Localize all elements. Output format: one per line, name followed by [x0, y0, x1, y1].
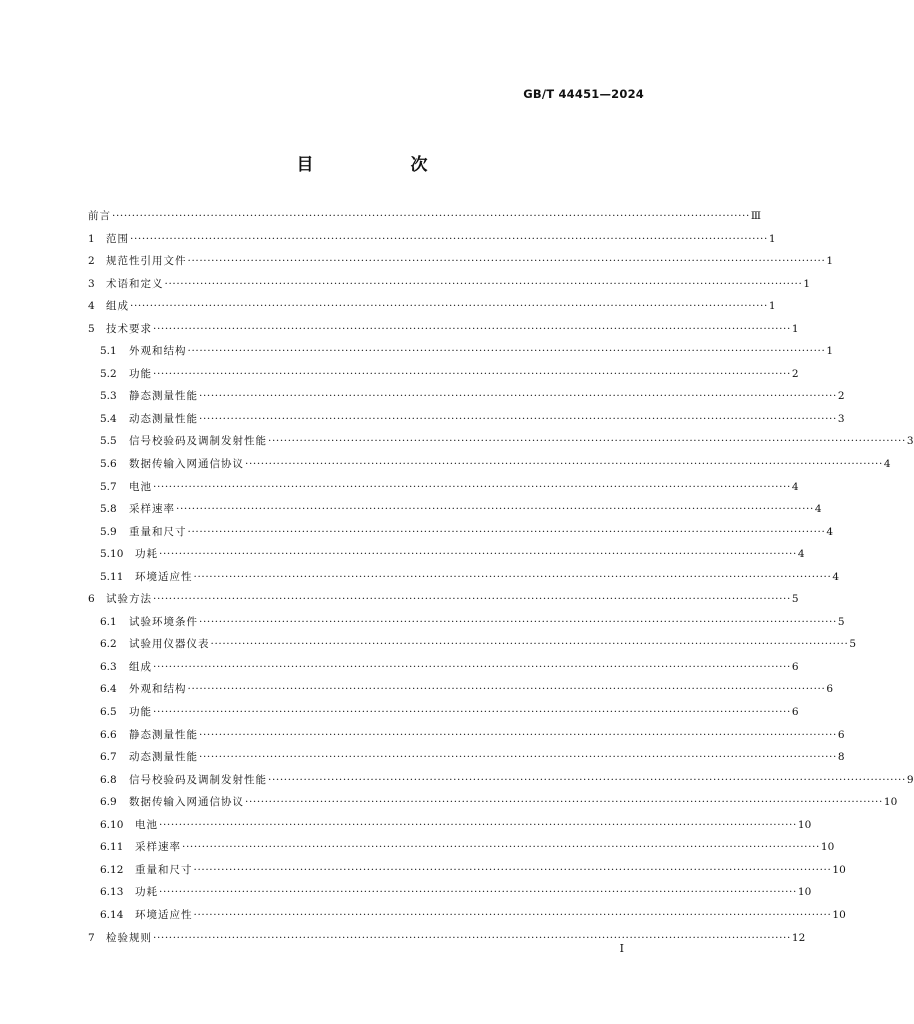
toc-entry-page: 6	[791, 660, 799, 673]
toc-entry-page: 10	[797, 818, 812, 831]
toc-entry[interactable]	[88, 769, 914, 792]
toc-entry[interactable]	[88, 566, 840, 589]
toc-entry-number: 6.13	[100, 886, 124, 899]
table-of-contents	[88, 205, 914, 949]
toc-leader-dots: ··································································································································································	[187, 255, 826, 268]
toc-entry[interactable]	[88, 656, 799, 679]
toc-entry-number: 5.10	[100, 548, 124, 561]
toc-entry-page: 10	[832, 863, 846, 876]
toc-entry-number: 6.2	[100, 638, 117, 651]
toc-entry-page: 6	[837, 728, 845, 741]
toc-entry-title: 检验规则	[106, 931, 152, 944]
toc-entry-title: 采样速率	[129, 503, 175, 516]
toc-entry[interactable]	[88, 904, 846, 927]
toc-entry[interactable]	[88, 385, 845, 408]
toc-entry-title: 规范性引用文件	[106, 255, 187, 268]
toc-leader-dots: ··································································································································································	[153, 322, 791, 335]
toc-entry-page: 10	[883, 796, 898, 809]
toc-leader-dots: ··································································································································································	[130, 300, 768, 313]
toc-entry-page: 4	[791, 480, 799, 493]
toc-entry-page: 10	[820, 841, 835, 854]
toc-entry-title: 静态测量性能	[129, 390, 198, 403]
toc-entry-title: 外观和结构	[129, 683, 187, 696]
toc-entry[interactable]	[88, 859, 846, 882]
toc-leader-dots: ··································································································································································	[153, 480, 791, 493]
toc-leader-dots: ··································································································································································	[153, 931, 791, 944]
toc-entry-number: 6.7	[100, 751, 117, 764]
toc-entry-title: 重量和尺寸	[129, 525, 187, 538]
page-number: I	[619, 942, 624, 955]
toc-entry[interactable]	[88, 228, 776, 251]
toc-entry-title: 动态测量性能	[129, 412, 198, 425]
toc-leader-dots: ··································································································································································	[130, 232, 768, 245]
toc-leader-dots: ··································································································································································	[199, 412, 837, 425]
toc-entry-number: 5.3	[100, 390, 117, 403]
toc-leader-dots: ··································································································································································	[153, 593, 791, 606]
toc-entry-page: 2	[837, 390, 845, 403]
toc-leader-dots: ··································································································································································	[199, 615, 837, 628]
toc-leader-dots: ··································································································································································	[193, 863, 832, 876]
toc-entry-title: 信号校验码及调制发射性能	[129, 435, 267, 448]
toc-entry-page: 9	[906, 773, 914, 786]
toc-entry-number: 6.8	[100, 773, 117, 786]
toc-entry[interactable]	[88, 498, 822, 521]
toc-entry[interactable]	[88, 881, 812, 904]
toc-entry[interactable]	[88, 543, 805, 566]
toc-entry-number: 5.9	[100, 525, 117, 538]
toc-entry[interactable]	[88, 927, 806, 950]
toc-entry-title: 重量和尺寸	[135, 863, 193, 876]
toc-leader-dots: ··································································································································································	[153, 660, 791, 673]
toc-entry-title: 组成	[129, 660, 152, 673]
toc-entry-number: 7	[88, 931, 95, 944]
toc-entry[interactable]	[88, 588, 799, 611]
toc-entry-title: 功能	[129, 367, 152, 380]
toc-entry-title: 环境适应性	[135, 570, 193, 583]
toc-entry[interactable]	[88, 633, 857, 656]
toc-entry-page: 4	[826, 525, 834, 538]
toc-leader-dots: ··································································································································································	[187, 525, 826, 538]
toc-leader-dots: ··································································································································································	[199, 751, 837, 764]
toc-entry[interactable]	[88, 250, 834, 273]
toc-leader-dots: ··································································································································································	[245, 796, 883, 809]
toc-entry-page: 12	[791, 931, 806, 944]
standard-code: GB/T 44451—2024	[523, 87, 644, 101]
toc-entry-number: 4	[88, 300, 95, 313]
toc-entry-title: 前言	[88, 210, 111, 222]
toc-entry-number: 6	[88, 593, 95, 606]
toc-entry-page: 1	[791, 322, 799, 335]
toc-leader-dots: ··································································································································································	[193, 908, 832, 921]
toc-entry[interactable]	[88, 476, 799, 499]
toc-entry-page: 1	[768, 232, 776, 245]
toc-entry[interactable]	[88, 205, 762, 228]
toc-entry-number: 6.5	[100, 706, 117, 719]
toc-entry-title: 术语和定义	[106, 277, 164, 290]
toc-entry[interactable]	[88, 701, 799, 724]
toc-entry[interactable]	[88, 791, 898, 814]
toc-leader-dots: ··································································································································································	[199, 728, 837, 741]
toc-entry-number: 6.1	[100, 615, 117, 628]
toc-entry-title: 电池	[135, 818, 158, 831]
toc-entry-page: 4	[814, 503, 822, 516]
toc-entry[interactable]	[88, 611, 845, 634]
toc-entry-number: 5.4	[100, 412, 117, 425]
toc-entry-page: 4	[883, 458, 891, 471]
toc-entry-title: 数据传输入网通信协议	[129, 796, 244, 809]
toc-entry-page: 1	[826, 345, 834, 358]
toc-entry[interactable]	[88, 408, 845, 431]
toc-leader-dots: ··································································································································································	[193, 570, 832, 583]
toc-entry-page: 1	[768, 300, 776, 313]
toc-entry-number: 3	[88, 277, 95, 290]
toc-entry[interactable]	[88, 746, 845, 769]
toc-entry-number: 5.1	[100, 345, 117, 358]
toc-entry-number: 5.6	[100, 458, 117, 471]
toc-entry-number: 5.2	[100, 367, 117, 380]
toc-entry-title: 静态测量性能	[129, 728, 198, 741]
toc-entry-title: 环境适应性	[135, 908, 193, 921]
toc-entry-page: 6	[791, 706, 799, 719]
toc-entry-page: 2	[791, 367, 799, 380]
toc-entry-title: 组成	[106, 300, 129, 313]
toc-entry-number: 6.4	[100, 683, 117, 696]
toc-entry-page: 8	[837, 751, 845, 764]
toc-leader-dots: ··································································································································································	[159, 548, 797, 561]
toc-entry-number: 6.3	[100, 660, 117, 673]
toc-leader-dots: ··································································································································································	[187, 683, 826, 696]
toc-entry-page: 5	[837, 615, 845, 628]
toc-entry-title: 动态测量性能	[129, 751, 198, 764]
toc-leader-dots: ··································································································································································	[268, 773, 906, 786]
toc-entry[interactable]	[88, 430, 914, 453]
toc-entry-number: 5.7	[100, 480, 117, 493]
toc-leader-dots: ··································································································································································	[210, 638, 849, 651]
toc-entry[interactable]	[88, 814, 812, 837]
toc-entry-number: 5.5	[100, 435, 117, 448]
toc-entry-title: 试验方法	[106, 593, 152, 606]
toc-entry-title: 功耗	[135, 886, 158, 899]
toc-entry-title: 试验环境条件	[129, 615, 198, 628]
toc-entry-title: 数据传输入网通信协议	[129, 458, 244, 471]
toc-entry-title: 电池	[129, 480, 152, 493]
toc-entry-page: Ⅲ	[750, 210, 762, 222]
toc-entry-page: 5	[849, 638, 857, 651]
toc-leader-dots: ··································································································································································	[153, 706, 791, 719]
toc-entry-page: 3	[837, 412, 845, 425]
toc-leader-dots: ··································································································································································	[159, 818, 797, 831]
toc-entry-number: 2	[88, 255, 95, 268]
toc-entry-title: 采样速率	[135, 841, 181, 854]
toc-entry-number: 5.11	[100, 570, 124, 583]
toc-leader-dots: ··································································································································································	[164, 277, 803, 290]
toc-entry[interactable]	[88, 521, 834, 544]
toc-entry[interactable]	[88, 678, 834, 701]
toc-entry-page: 1	[826, 255, 834, 268]
toc-entry-title: 技术要求	[106, 322, 152, 335]
toc-leader-dots: ··································································································································································	[112, 210, 750, 222]
toc-entry-number: 6.14	[100, 908, 124, 921]
toc-entry-title: 外观和结构	[129, 345, 187, 358]
toc-entry-title: 试验用仪器仪表	[129, 638, 210, 651]
toc-entry[interactable]	[88, 273, 811, 296]
toc-entry-title: 功能	[129, 706, 152, 719]
toc-entry-number: 6.11	[100, 841, 124, 854]
toc-entry[interactable]	[88, 340, 834, 363]
toc-entry-number: 6.10	[100, 818, 124, 831]
toc-entry-page: 10	[797, 886, 812, 899]
toc-entry-page: 4	[797, 548, 805, 561]
toc-entry[interactable]	[88, 836, 835, 859]
toc-entry-page: 10	[832, 908, 846, 921]
toc-leader-dots: ··································································································································································	[245, 458, 883, 471]
toc-entry-page: 3	[906, 435, 914, 448]
toc-leader-dots: ··································································································································································	[268, 435, 906, 448]
toc-entry-title: 范围	[106, 232, 129, 245]
toc-leader-dots: ··································································································································································	[187, 345, 826, 358]
toc-entry-number: 6.12	[100, 863, 124, 876]
toc-entry-number: 6.6	[100, 728, 117, 741]
toc-leader-dots: ··································································································································································	[176, 503, 814, 516]
toc-entry[interactable]	[88, 295, 776, 318]
toc-entry-number: 6.9	[100, 796, 117, 809]
toc-entry-page: 1	[803, 277, 811, 290]
toc-entry-page: 5	[791, 593, 799, 606]
toc-entry-number: 5	[88, 322, 95, 335]
toc-entry-page: 4	[832, 570, 840, 583]
toc-entry[interactable]	[88, 453, 891, 476]
toc-leader-dots: ··································································································································································	[159, 886, 797, 899]
toc-entry[interactable]	[88, 724, 845, 747]
toc-entry-title: 功耗	[135, 548, 158, 561]
toc-entry-number: 1	[88, 232, 95, 245]
toc-entry-number: 5.8	[100, 503, 117, 516]
toc-entry[interactable]	[88, 318, 799, 341]
toc-leader-dots: ··································································································································································	[153, 367, 791, 380]
toc-entry-title: 信号校验码及调制发射性能	[129, 773, 267, 786]
toc-entry[interactable]	[88, 363, 799, 386]
toc-entry-page: 6	[826, 683, 834, 696]
toc-leader-dots: ··································································································································································	[182, 841, 820, 854]
toc-leader-dots: ··································································································································································	[199, 390, 837, 403]
toc-heading: 目 次	[296, 155, 468, 175]
